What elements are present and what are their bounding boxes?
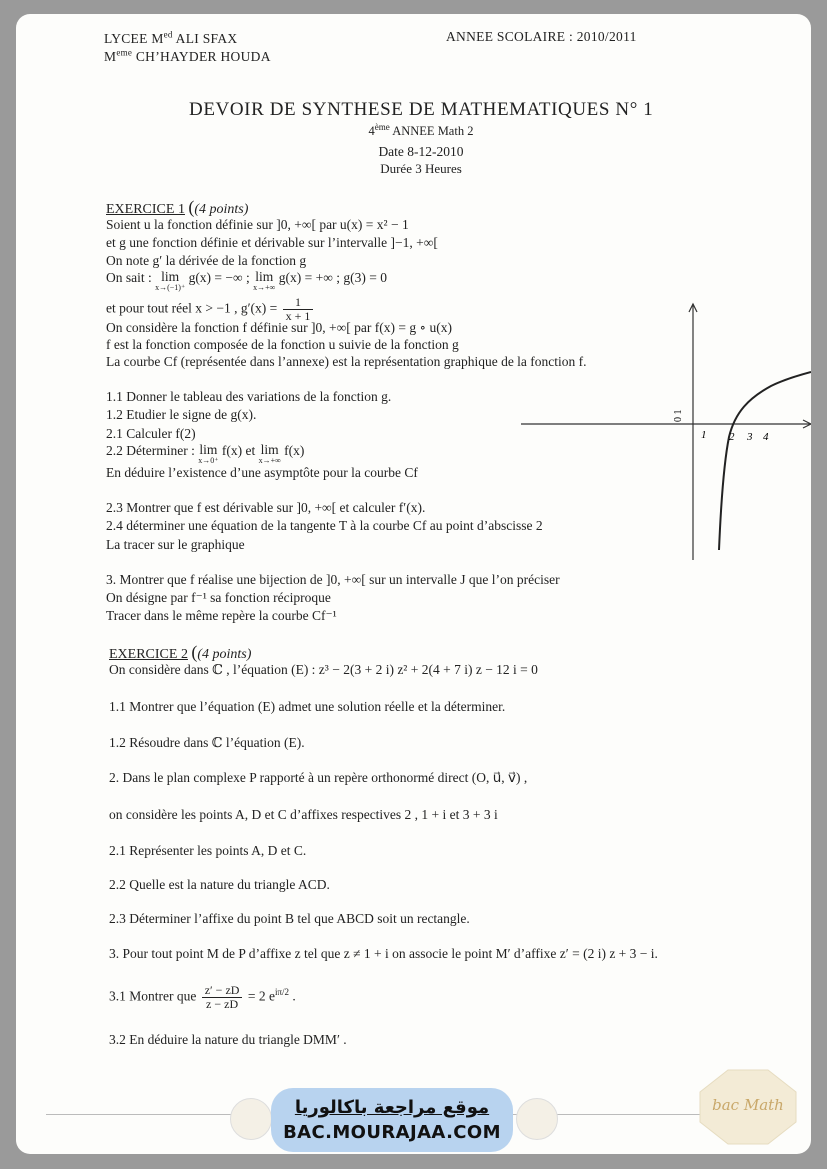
ex1-q1-2: 1.2 Etudier le signe de g(x). [106,407,257,422]
exercise-2-heading: EXERCICE 2 ((4 points) [109,642,252,662]
site-banner[interactable] [271,1088,513,1152]
x-tick-4: 4 [763,431,769,443]
ex1-limits-line: On sait : lim x→(−1)⁺ g(x) = −∞ ; lim x→+∞ g(x) = +∞ ; g(3) = 0 [106,269,387,292]
ex2-q2-3: 2.3 Déterminer l’affixe du point B tel que ABCD soit un rectangle. [109,911,470,926]
bac-math-badge [698,1068,798,1146]
class-level: 4ème ANNEE Math 2 [368,121,474,138]
ex1-q2-3: 2.3 Montrer que f est dérivable sur ]0, +∞[ et calculer f′(x). [106,500,426,515]
badge-text: bac Math [712,1096,784,1114]
ex1-line-3: On note g′ la dérivée de la fonction g [106,253,307,268]
ex1-line-2: et g une fonction définie et dérivable sur l’intervalle ]−1, +∞[ [106,235,438,250]
ex2-q3-1: 3.1 Montrer que $\frac{z' - zD}{z - zD}$ = 2 $e^{i\pi/2}$ . [109,983,296,1011]
ex1-line-7: f est la fonction composée de la fonction u suivie de la fonction g [106,337,459,352]
ex1-q2-4: 2.4 déterminer une équation de la tangente T à la courbe Cf au point d’abscisse 2 [106,518,543,533]
ex1-derivative-line: et pour tout réel x > −1 , g′(x) = $\frac{1}{x + 1}$ [106,296,315,323]
y-tick-label: 0 1 [673,409,684,422]
ex1-line-8: La courbe Cf (représentée dans l’annexe) est la représentation graphique de la fonction f. [106,354,587,369]
ex1-line-6: On considère la fonction f définie sur ]0, +∞[ par f(x) = g ∘ u(x) [106,320,452,335]
ex1-q2-1: 2.1 Calculer f(2) [106,426,196,441]
ex2-q2-1: 2.1 Représenter les points A, D et C. [109,843,307,858]
curve-cf [719,372,811,550]
ex1-q1-1: 1.1 Donner le tableau des variations de la fonction g. [106,389,392,404]
ex2-q2b: on considère les points A, D et C d’affixes respectives 2 , 1 + i et 3 + 3 i [109,807,498,822]
exam-date: Date 8-12-2010 [378,144,464,159]
school-name: LYCEE $M^{ed}$ ALI SFAX [104,29,238,46]
ex2-q3: 3. Pour tout point M de P d’affixe z tel que z ≠ 1 + i on associe le point M′ d’affixe z′ = (2 i) z + 3 − i. [109,946,658,961]
x-tick-2: 2 [729,431,735,443]
ex1-line-1: Soient u la fonction définie sur ]0, +∞[ par u(x) = x² − 1 [106,217,409,232]
function-graph [521,302,811,562]
exam-title: DEVOIR DE SYNTHESE DE MATHEMATIQUES N° 1 [189,99,654,120]
ex1-q3b: On désigne par f⁻¹ sa fonction réciproque [106,590,331,605]
exam-sheet [16,14,811,1154]
ex2-q2-2: 2.2 Quelle est la nature du triangle ACD. [109,877,330,892]
ex2-q2: 2. Dans le plan complexe P rapporté à un repère orthonormé direct (O, u⃗, v⃗) , [109,770,528,785]
teacher-name: Meme CH’HAYDER HOUDA [104,47,271,64]
ex1-q3: 3. Montrer que f réalise une bijection de ]0, +∞[ sur un intervalle J que l’on préciser [106,572,560,587]
ex1-q2-4b: La tracer sur le graphique [106,537,245,552]
ex2-equation: On considère dans ℂ , l’équation (E) : z³ − 2(3 + 2 i) z² + 2(4 + 7 i) z − 12 i = 0 [109,662,538,677]
site-logo-left [230,1098,272,1140]
site-url[interactable]: BAC.MOURAJAA.COM [283,1122,501,1143]
ex1-q3c: Tracer dans le même repère la courbe Cf⁻¹ [106,608,337,623]
x-tick-1: 1 [701,429,707,441]
ex2-q1-1: 1.1 Montrer que l’équation (E) admet une solution réelle et la déterminer. [109,699,506,714]
ex2-q1-2: 1.2 Résoudre dans ℂ l’équation (E). [109,735,305,750]
ex2-q3-2: 3.2 En déduire la nature du triangle DMM′ . [109,1032,347,1047]
school-year: ANNEE SCOLAIRE : 2010/2011 [446,29,637,44]
x-tick-3: 3 [747,431,753,443]
site-logo-right [516,1098,558,1140]
ex1-q2-2-deduce: En déduire l’existence d’une asymptôte pour la courbe Cf [106,465,418,480]
ex1-q2-2: 2.2 Déterminer : lim x→0⁺ f(x) et lim x→+∞ f(x) [106,442,305,465]
exam-duration: Durée 3 Heures [380,161,462,176]
site-name-arabic: موقع مراجعة باكالوريا [294,1097,490,1118]
exercise-1-heading: EXERCICE 1 ((4 points) [106,197,249,217]
